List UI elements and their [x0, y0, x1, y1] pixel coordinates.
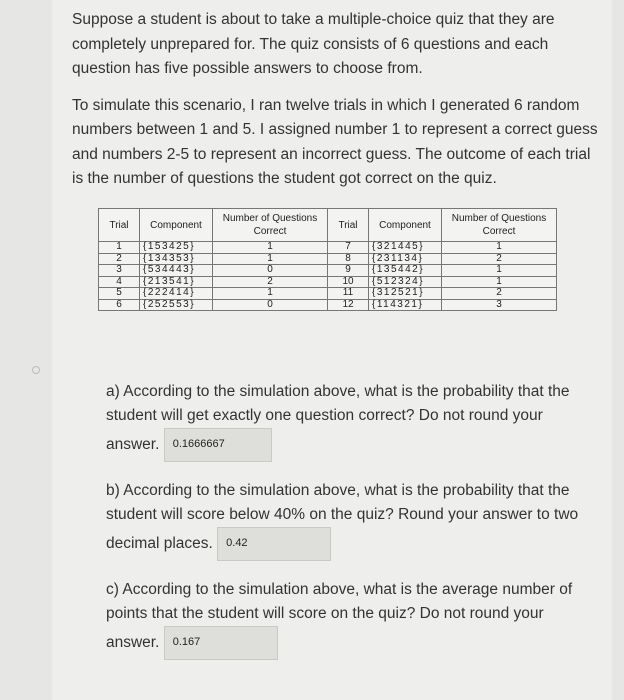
trial-cell: 4	[99, 276, 140, 288]
simulation-table	[98, 208, 557, 311]
intro-paragraph-1: Suppose a student is about to take a multiple-choice quiz that they are completely unprepared for. The quiz consists of 6 questions and each question has five possible answers to choose from.	[72, 11, 555, 77]
question-a-text: a) According to the simulation above, what is the probability that the student will get exactly one question correct? Do not round your answer.	[106, 383, 570, 454]
question-a	[106, 380, 586, 462]
correct-cell: 1	[442, 242, 557, 254]
table-row	[99, 288, 557, 300]
trial-cell: 12	[328, 299, 369, 311]
correct-cell: 0	[213, 299, 328, 311]
trial-cell: 7	[328, 242, 369, 254]
correct-cell: 1	[442, 276, 557, 288]
component-cell: {252553}	[140, 299, 213, 311]
component-cell: {114321}	[369, 299, 442, 311]
intro-paragraph-2: To simulate this scenario, I ran twelve trials in which I generated 6 random numbers between 1 and 5. I assigned number 1 to represent a correct guess and numbers 2-5 to represent an incorrect guess. The outcome of each trial is the number of questions the student got correct on the quiz.	[72, 96, 598, 187]
component-cell: {321445}	[369, 242, 442, 254]
correct-cell: 0	[213, 265, 328, 277]
answer-a-input[interactable]: 0.1666667	[164, 428, 272, 462]
radio-marker	[32, 366, 40, 374]
trial-cell: 1	[99, 242, 140, 254]
header-trial: Trial	[99, 209, 140, 242]
table-row	[99, 253, 557, 265]
correct-cell: 2	[442, 253, 557, 265]
component-cell: {134353}	[140, 253, 213, 265]
component-cell: {512324}	[369, 276, 442, 288]
table-header-row	[99, 209, 557, 242]
problem-intro	[72, 8, 602, 204]
trial-cell: 5	[99, 288, 140, 300]
question-c	[106, 578, 586, 660]
trial-cell: 8	[328, 253, 369, 265]
component-cell: {222414}	[140, 288, 213, 300]
question-c-text: c) According to the simulation above, what is the average number of points that the student will score on the quiz? Do not round your answer.	[106, 581, 573, 652]
header-component: Component	[369, 209, 442, 242]
component-cell: {231134}	[369, 253, 442, 265]
header-component: Component	[140, 209, 213, 242]
table-row	[99, 299, 557, 311]
trial-cell: 10	[328, 276, 369, 288]
correct-cell: 1	[213, 288, 328, 300]
component-cell: {534443}	[140, 265, 213, 277]
component-cell: {135442}	[369, 265, 442, 277]
trial-cell: 6	[99, 299, 140, 311]
component-cell: {213541}	[140, 276, 213, 288]
correct-cell: 1	[213, 253, 328, 265]
correct-cell: 2	[442, 288, 557, 300]
answer-b-input[interactable]: 0.42	[217, 527, 331, 561]
correct-cell: 1	[213, 242, 328, 254]
table-row	[99, 276, 557, 288]
component-cell: {312521}	[369, 288, 442, 300]
header-trial: Trial	[328, 209, 369, 242]
question-b-text: b) According to the simulation above, what is the probability that the student will score below 40% on the quiz? Round your answer to two decimal places.	[106, 482, 579, 553]
trial-cell: 9	[328, 265, 369, 277]
component-cell: {153425}	[140, 242, 213, 254]
trial-cell: 11	[328, 288, 369, 300]
header-number-correct: Number of Questions Correct	[213, 209, 328, 242]
correct-cell: 3	[442, 299, 557, 311]
simulation-table-wrap	[98, 208, 557, 311]
correct-cell: 2	[213, 276, 328, 288]
question-b	[106, 479, 586, 561]
trial-cell: 3	[99, 265, 140, 277]
table-row	[99, 265, 557, 277]
header-number-correct: Number of Questions Correct	[442, 209, 557, 242]
trial-cell: 2	[99, 253, 140, 265]
answer-c-input[interactable]: 0.167	[164, 626, 278, 660]
correct-cell: 1	[442, 265, 557, 277]
table-row	[99, 242, 557, 254]
